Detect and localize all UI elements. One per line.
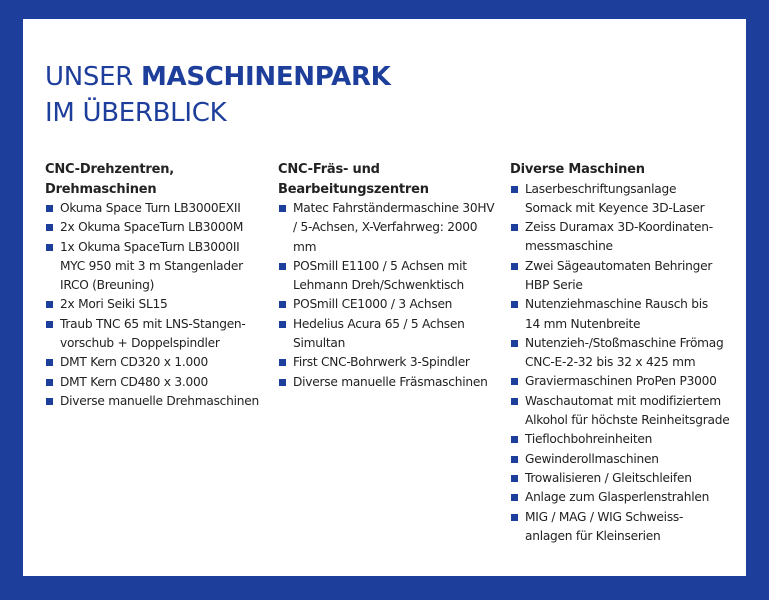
- list-item: Waschautomat mit modifiziertem Alkohol für höchste Reinheitsgrade: [510, 392, 740, 431]
- machine-list: [278, 199, 500, 392]
- page-title: [45, 59, 391, 131]
- list-item: Okuma Space Turn LB3000EXII: [45, 199, 265, 218]
- list-item: Matec Fahrständermaschine 30HV / 5-Achsen, X-Verfahrweg: 2000 mm: [278, 199, 500, 257]
- column-title-line-1: Diverse Maschinen: [510, 162, 645, 177]
- list-item: POSmill E1100 / 5 Achsen mit Lehmann Dreh/Schwenktisch: [278, 257, 473, 296]
- column-title: [45, 160, 265, 199]
- list-item: Nutenzieh-/Stoßmaschine Frömag CNC-E-2-32 bis 32 x 425 mm: [510, 334, 730, 373]
- list-item: Zwei Sägeautomaten Behringer HBP Serie: [510, 257, 725, 296]
- list-item: 1x Okuma SpaceTurn LB3000II MYC 950 mit 3 m Stangenlader IRCO (Breuning): [45, 238, 255, 296]
- list-item: POSmill CE1000 / 3 Achsen: [278, 295, 500, 314]
- list-item: Trowalisieren / Gleitschleifen: [510, 469, 738, 488]
- list-item: MIG / MAG / WIG Schweiss-anlagen für Kleinserien: [510, 508, 715, 547]
- column-title-line-1: CNC-Fräs- und: [278, 162, 380, 177]
- column-title-line-2: Drehmaschinen: [45, 181, 157, 197]
- column-title: [510, 160, 738, 180]
- title-bold-part: MASCHINENPARK: [140, 62, 391, 92]
- list-item: 2x Okuma SpaceTurn LB3000M: [45, 218, 265, 237]
- machine-list: [510, 180, 738, 547]
- list-item: 2x Mori Seiki SL15: [45, 295, 265, 314]
- list-item: DMT Kern CD320 x 1.000: [45, 353, 265, 372]
- list-item: Laserbeschriftungsanlage Somack mit Keyence 3D-Laser: [510, 180, 711, 219]
- column-title-line-1: CNC-Drehzentren,: [45, 162, 175, 177]
- list-item: Diverse manuelle Fräsmaschinen: [278, 373, 500, 392]
- column-title-line-2: Bearbeitungszentren: [278, 181, 429, 197]
- list-item: Tieflochbohreinheiten: [510, 430, 738, 449]
- column-misc: [510, 160, 738, 546]
- list-item: Diverse manuelle Drehmaschinen: [45, 392, 265, 411]
- list-item: Hedelius Acura 65 / 5 Achsen Simultan: [278, 315, 483, 354]
- list-item: Nutenziehmaschine Rausch bis 14 mm Nutenbreite: [510, 295, 725, 334]
- list-item: Gewinderollmaschinen: [510, 450, 738, 469]
- column-turning: [45, 160, 265, 411]
- list-item: First CNC-Bohrwerk 3-Spindler: [278, 353, 500, 372]
- list-item: Graviermaschinen ProPen P3000: [510, 372, 738, 391]
- list-item: Zeiss Duramax 3D-Koordinaten-messmaschine: [510, 218, 725, 257]
- list-item: DMT Kern CD480 x 3.000: [45, 373, 265, 392]
- title-line-1: [45, 59, 391, 95]
- machine-list: [45, 199, 265, 411]
- column-title: [278, 160, 500, 199]
- title-line-2: IM ÜBERBLICK: [45, 98, 227, 128]
- column-milling: [278, 160, 500, 392]
- title-light-part: UNSER: [45, 62, 141, 92]
- list-item: Anlage zum Glasperlenstrahlen: [510, 488, 738, 507]
- content-panel: [23, 19, 746, 576]
- list-item: Traub TNC 65 mit LNS-Stangen-vorschub + Doppelspindler: [45, 315, 258, 354]
